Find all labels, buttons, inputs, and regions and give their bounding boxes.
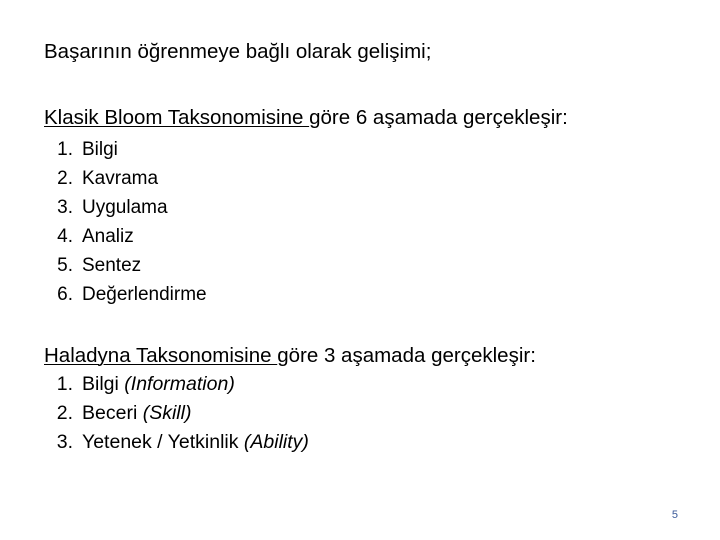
list-item: 4. Analiz [57,226,134,247]
list-item: 6. Değerlendirme [57,284,207,305]
haladyna-heading [44,346,536,367]
haladyna-heading-underlined: Haladyna Taksonomisine [44,344,278,367]
bloom-heading-underlined: Klasik Bloom Taksonomisine [44,106,310,129]
list-item: 3. Yetenek / Yetkinlik (Ability) [56,431,309,453]
bloom-heading-rest: göre 6 aşamada gerçekleşir: [309,106,568,129]
list-item: 3. Uygulama [57,197,168,218]
page-number: 5 [671,509,678,521]
list-item: 2. Beceri (Skill) [56,402,192,424]
intro-text: Başarının öğrenmeye bağlı olarak gelişimi; [44,40,432,63]
list-item: 5. Sentez [57,255,142,276]
haladyna-list [0,375,309,462]
bloom-heading [44,108,568,129]
bloom-list [0,140,207,314]
list-item: 2. Kavrama [57,168,159,189]
list-item: 1. Bilgi [57,139,118,160]
list-item: 1. Bilgi (Information) [56,373,235,395]
haladyna-heading-rest: göre 3 aşamada gerçekleşir: [277,344,536,367]
